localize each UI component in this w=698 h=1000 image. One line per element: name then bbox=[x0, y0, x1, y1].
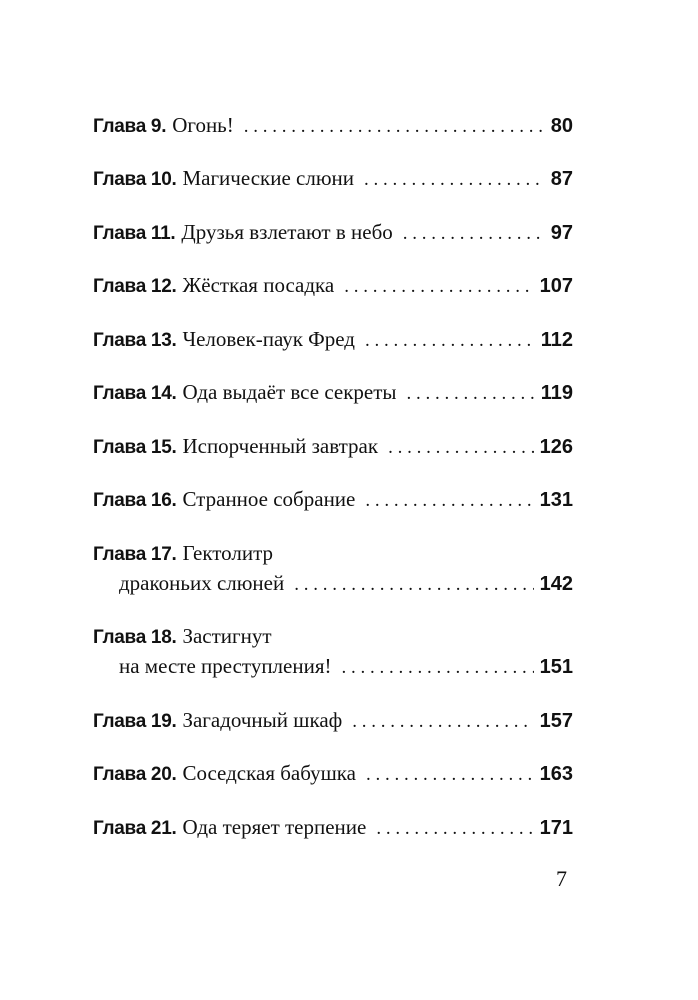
dot-leader bbox=[364, 170, 545, 189]
dot-leader bbox=[365, 491, 533, 510]
page-ref: 171 bbox=[539, 817, 573, 839]
page-ref: 131 bbox=[539, 489, 573, 511]
chapter-label: Глава 16. bbox=[93, 490, 177, 511]
toc-entry bbox=[93, 541, 573, 601]
dot-leader bbox=[407, 384, 535, 403]
toc-entry bbox=[93, 434, 573, 464]
toc-entry bbox=[93, 380, 573, 410]
page-ref: 107 bbox=[539, 275, 573, 297]
chapter-label: Глава 20. bbox=[93, 764, 177, 785]
dot-leader bbox=[294, 575, 533, 594]
page-ref: 126 bbox=[539, 436, 573, 458]
page-number: 7 bbox=[556, 866, 567, 891]
dot-leader bbox=[244, 117, 545, 136]
dot-leader bbox=[344, 277, 533, 296]
toc-entry bbox=[93, 815, 573, 845]
chapter-label: Глава 19. bbox=[93, 711, 177, 732]
chapter-title-continued: на месте преступления! bbox=[119, 654, 332, 678]
toc-entry bbox=[93, 166, 573, 196]
toc-entry bbox=[93, 624, 573, 684]
chapter-title: Ода теряет терпение bbox=[182, 815, 367, 839]
chapter-title: Застигнут bbox=[182, 624, 272, 648]
chapter-label: Глава 17. bbox=[93, 544, 177, 565]
chapter-title: Магические слюни bbox=[182, 166, 355, 190]
chapter-label: Глава 14. bbox=[93, 383, 177, 404]
dot-leader bbox=[365, 331, 535, 350]
chapter-label: Глава 12. bbox=[93, 276, 177, 297]
chapter-title: Жёсткая посадка bbox=[182, 273, 335, 297]
chapter-label: Глава 10. bbox=[93, 169, 177, 190]
chapter-label: Глава 11. bbox=[93, 223, 176, 244]
page-ref: 87 bbox=[550, 168, 573, 190]
chapter-title: Странное собрание bbox=[182, 487, 356, 511]
chapter-label: Глава 9. bbox=[93, 116, 167, 137]
toc-entry bbox=[93, 113, 573, 143]
chapter-title: Испорченный завтрак bbox=[182, 434, 379, 458]
chapter-label: Глава 21. bbox=[93, 818, 177, 839]
page-ref: 119 bbox=[540, 382, 573, 404]
chapter-title-continued: драконьих слюней bbox=[119, 571, 285, 595]
toc-entry bbox=[93, 327, 573, 357]
page-ref: 157 bbox=[539, 710, 573, 732]
chapter-title: Человек-паук Фред bbox=[182, 327, 355, 351]
chapter-title: Соседская бабушка bbox=[182, 761, 356, 785]
page-ref: 142 bbox=[539, 573, 573, 595]
toc-entry bbox=[93, 220, 573, 250]
chapter-title: Огонь! bbox=[172, 113, 234, 137]
page-ref: 163 bbox=[539, 763, 573, 785]
toc-entry bbox=[93, 487, 573, 517]
toc-entry bbox=[93, 761, 573, 791]
dot-leader bbox=[352, 712, 533, 731]
chapter-label: Глава 15. bbox=[93, 437, 177, 458]
toc-entry bbox=[93, 273, 573, 303]
chapter-title: Загадочный шкаф bbox=[182, 708, 343, 732]
chapter-title: Ода выдаёт все секреты bbox=[182, 380, 397, 404]
page-ref: 112 bbox=[540, 329, 573, 351]
dot-leader bbox=[403, 224, 545, 243]
dot-leader bbox=[376, 819, 533, 838]
chapter-title: Друзья взлетают в небо bbox=[181, 220, 393, 244]
dot-leader bbox=[341, 658, 533, 677]
page-ref: 80 bbox=[550, 115, 573, 137]
dot-leader bbox=[366, 765, 534, 784]
chapter-label: Глава 18. bbox=[93, 627, 177, 648]
dot-leader bbox=[388, 438, 534, 457]
page-ref: 151 bbox=[539, 656, 573, 678]
chapter-title: Гектолитр bbox=[182, 541, 274, 565]
toc-entry bbox=[93, 708, 573, 738]
chapter-label: Глава 13. bbox=[93, 330, 177, 351]
page-ref: 97 bbox=[550, 222, 573, 244]
